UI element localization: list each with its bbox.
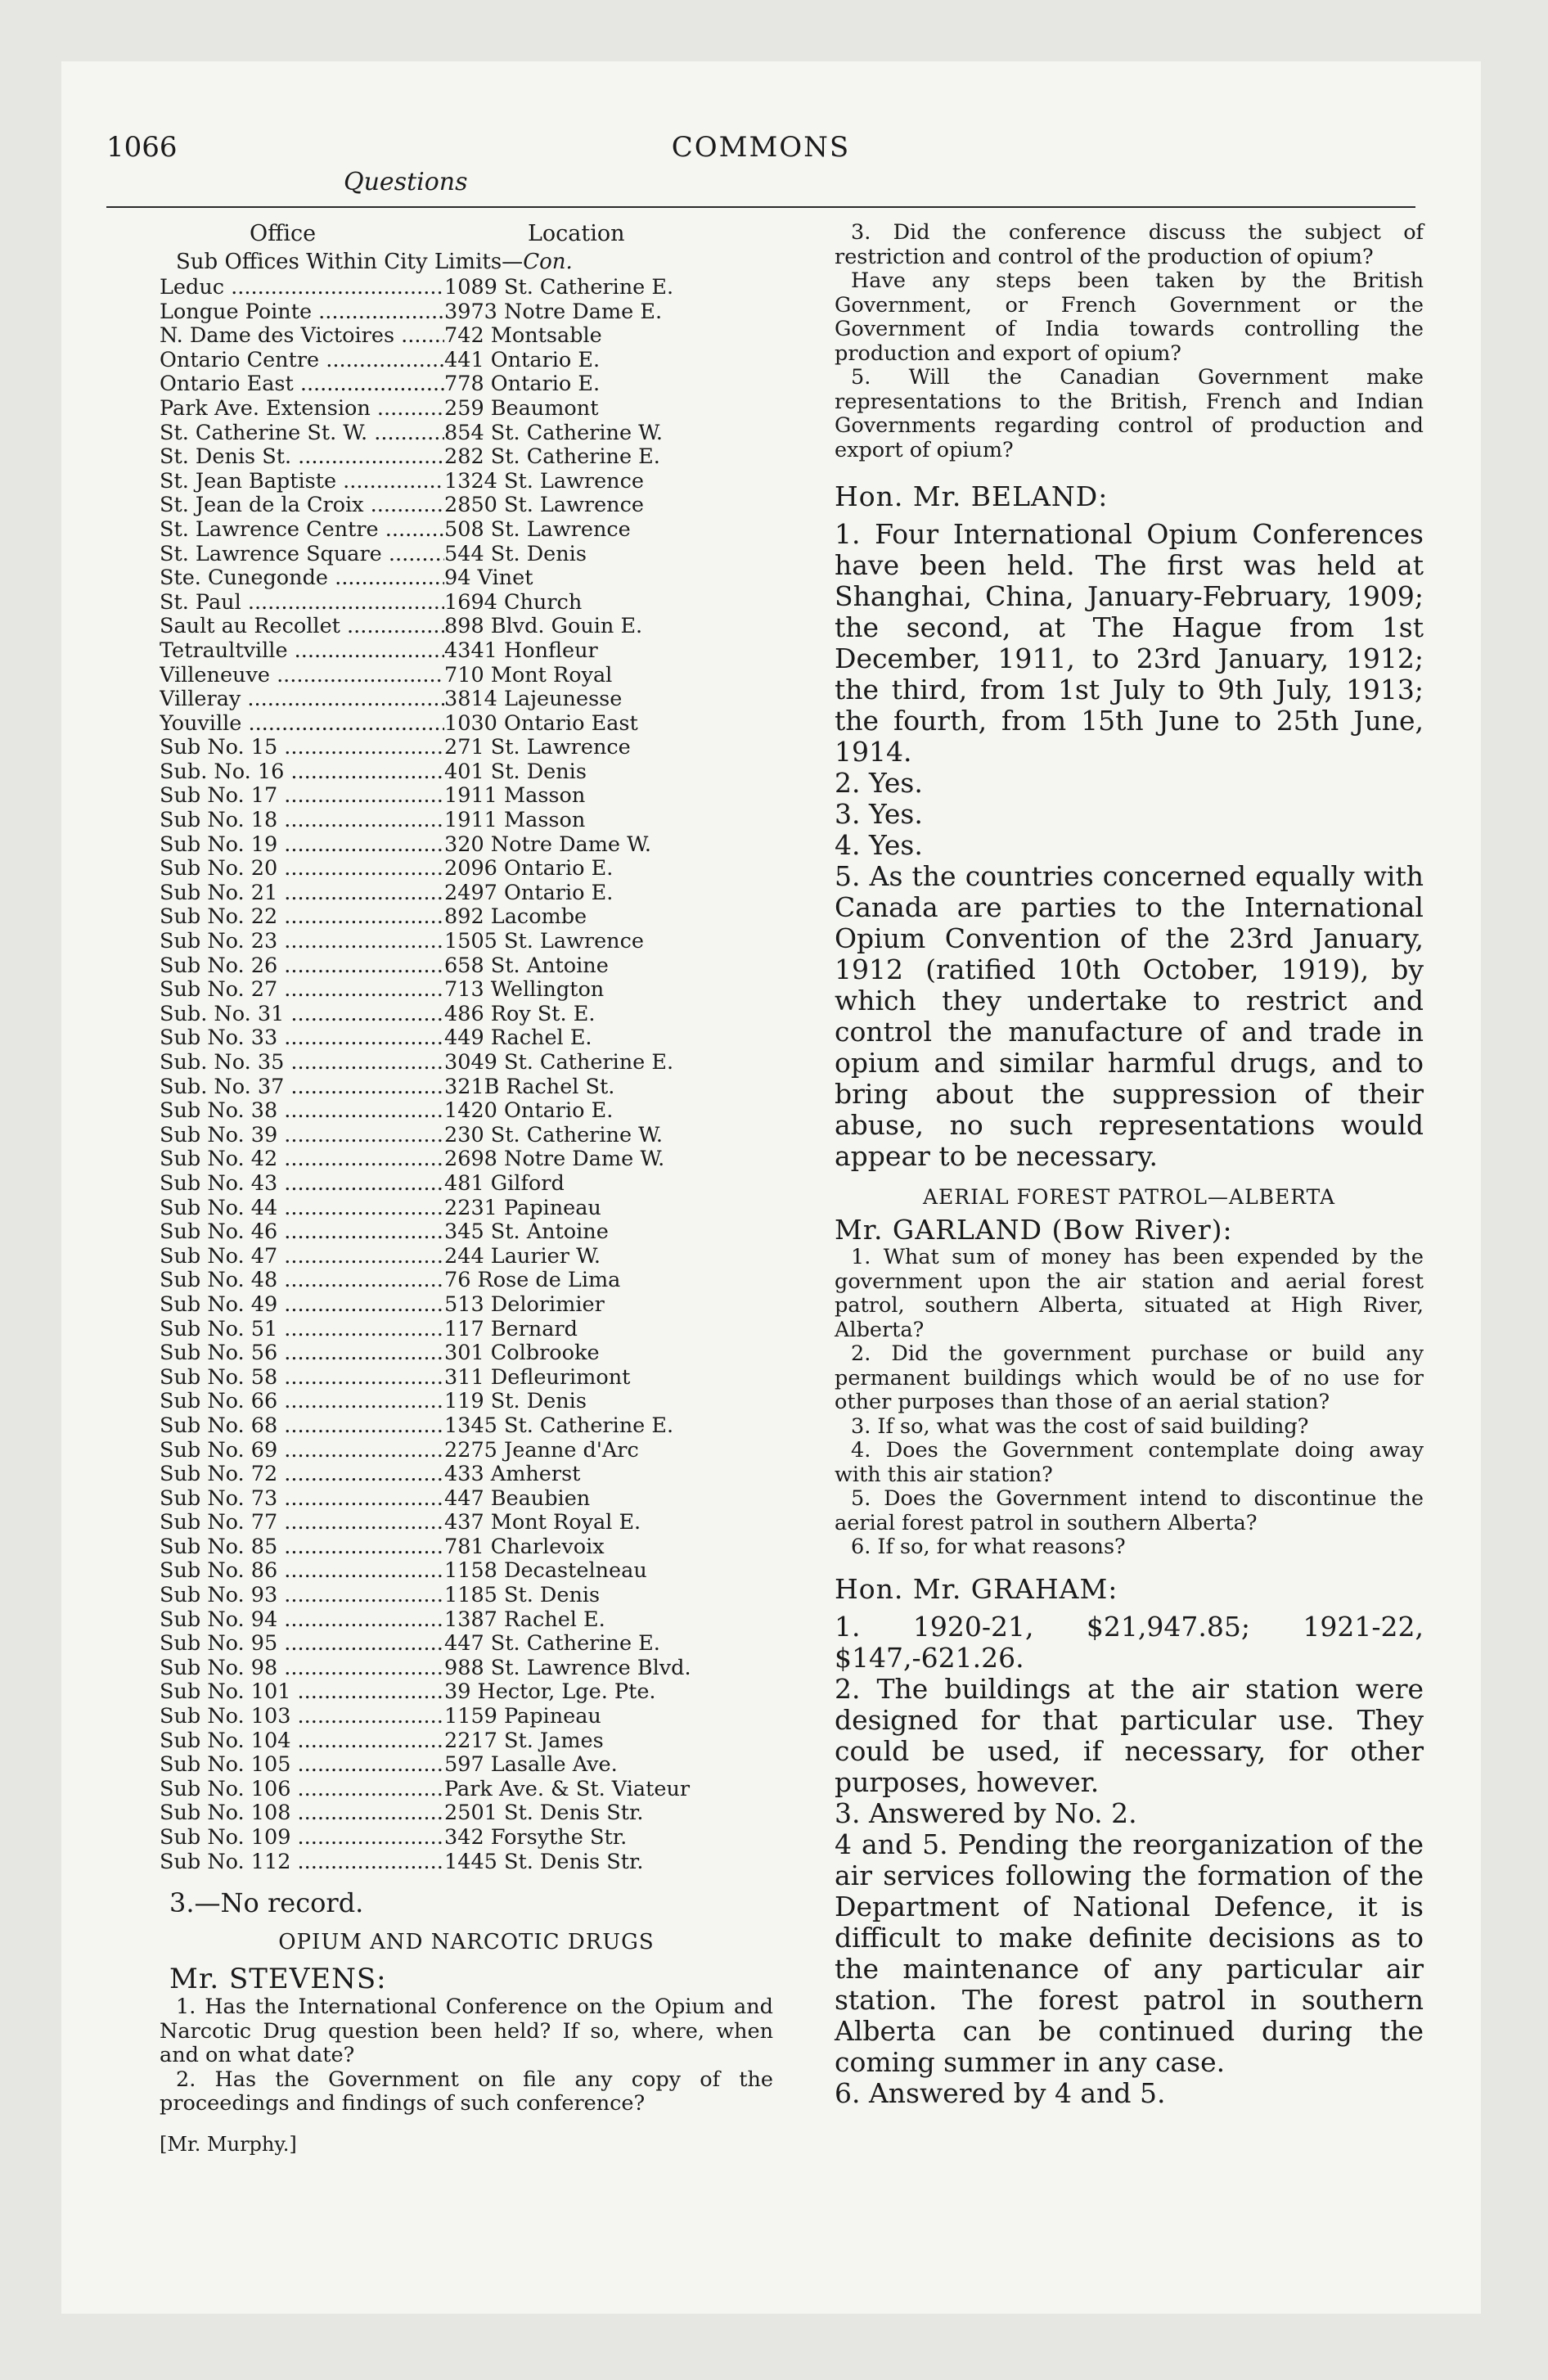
office-name: St. Lawrence Centre ..... [160, 518, 444, 543]
office-entry [160, 930, 773, 954]
office-name: Sub No. 104 ..... [160, 1729, 444, 1754]
office-name: Sub No. 22 ..... [160, 905, 444, 930]
office-name: Sub No. 17 ..... [160, 784, 444, 809]
office-entry [160, 1318, 773, 1342]
graham-answer-4-5: 4 and 5. Pending the reorganization of the air services following the formation of the Department of National Defence, it is difficult to make definite decisions as to the maintenance of any particular air station. The forest patrol in southern Alberta can be continued during the coming summer in any case. [835, 1828, 1424, 2078]
office-location: 1420 Ontario E. [444, 1098, 614, 1124]
office-name: Sub No. 108 ..... [160, 1801, 444, 1826]
office-entry [160, 809, 773, 833]
office-entry [160, 494, 773, 518]
office-name: Sub No. 43 ..... [160, 1172, 444, 1197]
office-entry [160, 1051, 773, 1075]
office-entry [160, 1245, 773, 1269]
garland-question-1: 1. What sum of money has been expended by the government upon the air station and aerial forest patrol, southern Alberta, situated at High River, Alberta? [835, 1245, 1424, 1342]
office-location: 2501 St. Denis Str. [444, 1801, 644, 1826]
office-entry [160, 1729, 773, 1754]
office-name: Ontario East ..... [160, 372, 444, 397]
office-location: 259 Beaumont [444, 395, 599, 421]
office-location: 39 Hector, Lge. Pte. [444, 1679, 656, 1705]
left-column [160, 221, 773, 2156]
office-name: Sub No. 46 ..... [160, 1220, 444, 1245]
office-location: 1185 St. Denis [444, 1583, 601, 1608]
office-name: Sub No. 48 ..... [160, 1269, 444, 1293]
answer-1: 1. Four International Opium Conferences have been held. The first was held at Shanghai, China, January-February, 1909; the second, at The Hague from 1st December, 1911, to 23rd January, 1912; the third, from 1st July to 9th July, 1913; the fourth, from 15th June to 25th June, 1914. [835, 518, 1424, 768]
office-location: 544 St. Denis [444, 541, 587, 566]
office-entry [160, 1099, 773, 1124]
office-location: 3049 St. Catherine E. [444, 1050, 674, 1075]
speaker-graham: Hon. Mr. GRAHAM: [835, 1572, 1118, 1605]
answer-no-record: 3.—No record. [169, 1887, 364, 1919]
office-name: Park Ave. Extension ..... [160, 397, 444, 421]
sub-offices-text: Sub Offices Within City Limits— [176, 250, 524, 274]
office-name: Sub No. 73 ..... [160, 1487, 444, 1512]
header-rule [106, 206, 1415, 208]
office-location: 1694 Church [444, 589, 583, 615]
office-location: 1158 Decastelneau [444, 1558, 647, 1584]
column-headings [160, 221, 773, 246]
right-column [835, 221, 1424, 2109]
speaker-beland: Hon. Mr. BELAND: [835, 480, 1109, 512]
office-location: 2231 Papineau [444, 1195, 601, 1220]
office-location: 2275 Jeanne d'Arc [444, 1437, 639, 1463]
office-entry [160, 1753, 773, 1778]
speaker-garland: Mr. GARLAND (Bow River): [835, 1214, 1233, 1246]
office-name: Leduc ..... [160, 276, 444, 300]
office-location: 1911 Masson [444, 783, 586, 809]
office-location: 441 Ontario E. [444, 347, 601, 372]
office-location: 4341 Honfleur [444, 638, 598, 663]
office-entry [160, 1293, 773, 1318]
office-location: 1159 Papineau [444, 1704, 601, 1729]
office-location: 230 St. Catherine W. [444, 1122, 664, 1147]
office-name: Sub No. 72 ..... [160, 1463, 444, 1487]
office-entry [160, 1147, 773, 1172]
office-name: Sub No. 33 ..... [160, 1026, 444, 1051]
answer-2: 2. Yes. [835, 767, 923, 799]
office-name: Sub No. 23 ..... [160, 930, 444, 954]
office-name: St. Lawrence Square ..... [160, 543, 444, 567]
office-name: Sub No. 19 ..... [160, 833, 444, 858]
question-5: 5. Will the Canadian Government make representations to the British, French and Indian Governments regarding control of production and export of opium? [835, 365, 1424, 462]
office-location: 2497 Ontario E. [444, 880, 614, 905]
office-entry [160, 324, 773, 349]
office-name: Sub No. 49 ..... [160, 1293, 444, 1318]
office-entry [160, 978, 773, 1003]
office-name: Youville ..... [160, 712, 444, 737]
office-location: 1030 Ontario East [444, 710, 638, 736]
office-name: Sub No. 69 ..... [160, 1439, 444, 1463]
office-entry [160, 784, 773, 809]
office-location: 1089 St. Catherine E. [444, 275, 674, 300]
office-location: 778 Ontario E. [444, 372, 601, 397]
office-entry [160, 1632, 773, 1657]
office-name: Sub No. 18 ..... [160, 809, 444, 833]
office-location: 282 St. Catherine E. [444, 444, 660, 470]
office-name: Sub No. 101 ..... [160, 1680, 444, 1705]
question-4: Have any steps been taken by the British Government, or French Government or the Government of India towards controlling the production and export of opium? [835, 268, 1424, 366]
office-location: 892 Lacombe [444, 904, 587, 930]
office-location: 3973 Notre Dame E. [444, 299, 663, 324]
office-entry [160, 1414, 773, 1439]
office-entry [160, 1487, 773, 1512]
office-location: 320 Notre Dame W. [444, 832, 651, 857]
office-entry [160, 1850, 773, 1875]
office-location: 508 St. Lawrence [444, 516, 631, 542]
answer-5: 5. As the countries concerned equally with Canada are parties to the International Opium Convention of the 23rd January, 1912 (ratified 10th October, 1919), by which they undertake to restrict and control the manufacture of and trade in opium and similar harmful drugs, and to bring about the suppression of their abuse, no such representations would appear to be necessary. [835, 860, 1424, 1172]
office-location: 781 Charlevoix [444, 1534, 605, 1559]
office-name: Ste. Cunegonde ..... [160, 566, 444, 591]
office-entry [160, 518, 773, 543]
office-name: Sub. No. 37 ..... [160, 1075, 444, 1100]
office-entry [160, 1778, 773, 1802]
office-name: Sub No. 44 ..... [160, 1197, 444, 1221]
garland-question-5: 5. Does the Government intend to discontinue the aerial forest patrol in southern Alberta? [835, 1486, 1424, 1535]
office-entry [160, 736, 773, 760]
office-entry [160, 687, 773, 712]
office-name: Sub No. 39 ..... [160, 1124, 444, 1148]
office-location: 2850 St. Lawrence [444, 493, 644, 518]
office-location: 898 Blvd. Gouin E. [444, 614, 643, 639]
office-entry [160, 1826, 773, 1850]
office-name: Villeray ..... [160, 687, 444, 712]
office-name: N. Dame des Victoires ..... [160, 324, 444, 349]
office-entry [160, 664, 773, 688]
office-location: 1445 St. Denis Str. [444, 1849, 644, 1874]
office-entry [160, 1366, 773, 1391]
office-name: Sub No. 21 ..... [160, 881, 444, 906]
office-location: 447 St. Catherine E. [444, 1631, 660, 1657]
office-heading: Office [250, 221, 317, 246]
garland-question-3: 3. If so, what was the cost of said building? [851, 1413, 1309, 1439]
answer-4: 4. Yes. [835, 829, 923, 861]
office-name: Sub. No. 31 ..... [160, 1003, 444, 1027]
office-entry [160, 1705, 773, 1729]
office-name: St. Catherine St. W. ..... [160, 421, 444, 446]
office-entry [160, 300, 773, 325]
office-entry [160, 372, 773, 397]
office-name: Sub No. 105 ..... [160, 1753, 444, 1778]
office-entry [160, 1511, 773, 1535]
office-location: 3814 Lajeunesse [444, 687, 623, 712]
office-name: Sub No. 47 ..... [160, 1245, 444, 1269]
office-list [160, 276, 773, 1874]
office-name: Sub No. 56 ..... [160, 1341, 444, 1366]
question-1: 1. Has the International Conference on the Opium and Narcotic Drug question been held? If so, where, when and on what date? [160, 1995, 773, 2068]
office-location: 988 St. Lawrence Blvd. [444, 1655, 691, 1680]
office-entry [160, 1003, 773, 1027]
attribution: [Mr. Murphy.] [160, 2132, 297, 2156]
office-name: St. Denis St. ..... [160, 445, 444, 470]
office-location: 1345 St. Catherine E. [444, 1413, 674, 1438]
office-entry [160, 566, 773, 591]
office-location: 271 St. Lawrence [444, 735, 631, 760]
office-entry [160, 421, 773, 446]
sub-offices-heading [176, 250, 773, 274]
office-name: Villeneuve ..... [160, 664, 444, 688]
office-entry [160, 276, 773, 300]
office-name: Sub No. 51 ..... [160, 1318, 444, 1342]
graham-answer-2: 2. The buildings at the air station were designed for that particular use. They could be used, if necessary, for other purposes, however. [835, 1672, 1424, 1798]
office-entry [160, 1463, 773, 1487]
office-entry [160, 1124, 773, 1148]
graham-answer-1: 1. 1920-21, $21,947.85; 1921-22, $147,-621.26. [835, 1610, 1424, 1674]
office-entry [160, 1680, 773, 1705]
garland-question-6: 6. If so, for what reasons? [851, 1535, 1126, 1559]
office-location: 1911 Masson [444, 808, 586, 833]
speaker-stevens: Mr. STEVENS: [169, 1963, 387, 1996]
question-2: 2. Has the Government on file any copy of the proceedings and findings of such conference? [160, 2067, 773, 2116]
section-label: Questions [344, 168, 468, 196]
office-entry [160, 591, 773, 615]
office-name: Sub No. 58 ..... [160, 1366, 444, 1391]
office-entry [160, 760, 773, 785]
office-location: 94 Vinet [444, 566, 533, 591]
location-heading: Location [528, 221, 625, 246]
office-location: 401 St. Denis [444, 759, 587, 784]
office-entry [160, 1172, 773, 1197]
office-name: Sub No. 94 ..... [160, 1608, 444, 1633]
office-location: 854 St. Catherine W. [444, 420, 664, 445]
office-entry [160, 1559, 773, 1584]
office-name: Sub No. 26 ..... [160, 954, 444, 979]
office-location: 447 Beaubien [444, 1485, 591, 1511]
office-name: Sub No. 38 ..... [160, 1099, 444, 1124]
office-entry [160, 833, 773, 858]
office-location: 658 St. Antoine [444, 953, 609, 978]
office-entry [160, 1657, 773, 1681]
office-name: Sub No. 112 ..... [160, 1850, 444, 1875]
office-name: Sub No. 93 ..... [160, 1584, 444, 1608]
graham-answer-6: 6. Answered by 4 and 5. [835, 2076, 1166, 2109]
office-location: 1387 Rachel E. [444, 1607, 605, 1632]
page-header [106, 123, 1415, 213]
office-entry [160, 543, 773, 567]
office-location: 345 St. Antoine [444, 1219, 609, 1245]
office-location: 2698 Notre Dame W. [444, 1147, 665, 1172]
office-name: Sub No. 15 ..... [160, 736, 444, 760]
office-name: Sub No. 109 ..... [160, 1826, 444, 1850]
office-location: 437 Mont Royal E. [444, 1510, 641, 1535]
office-entry [160, 1341, 773, 1366]
office-name: Sub. No. 35 ..... [160, 1051, 444, 1075]
office-entry [160, 1801, 773, 1826]
office-name: St. Paul ..... [160, 591, 444, 615]
office-location: 1324 St. Lawrence [444, 468, 644, 494]
question-3: 3. Did the conference discuss the subject of restriction and control of the production of opium? [835, 220, 1424, 269]
page-title: COMMONS [671, 131, 851, 164]
office-entry [160, 349, 773, 373]
office-entry [160, 954, 773, 979]
office-entry [160, 712, 773, 737]
office-name: Tetraultville ..... [160, 639, 444, 664]
office-name: Sub No. 42 ..... [160, 1147, 444, 1172]
office-location: 449 Rachel E. [444, 1025, 592, 1051]
office-location: Park Ave. & St. Viateur [444, 1776, 691, 1801]
office-name: Sub No. 66 ..... [160, 1390, 444, 1414]
office-entry [160, 905, 773, 930]
office-location: 486 Roy St. E. [444, 1001, 596, 1026]
office-name: Sub No. 68 ..... [160, 1414, 444, 1439]
office-name: Sub. No. 16 ..... [160, 760, 444, 785]
office-location: 433 Amherst [444, 1462, 581, 1487]
office-entry [160, 397, 773, 421]
office-location: 481 Gilford [444, 1170, 565, 1196]
office-entry [160, 639, 773, 664]
office-name: Sub No. 86 ..... [160, 1559, 444, 1584]
office-location: 117 Bernard [444, 1316, 578, 1341]
office-name: Longue Pointe ..... [160, 300, 444, 325]
office-name: Sub No. 103 ..... [160, 1705, 444, 1729]
office-name: Sub No. 77 ..... [160, 1511, 444, 1535]
office-location: 2217 St. James [444, 1728, 604, 1753]
office-location: 713 Wellington [444, 977, 605, 1003]
office-location: 710 Mont Royal [444, 662, 613, 687]
office-name: Ontario Centre ..... [160, 349, 444, 373]
garland-question-2: 2. Did the government purchase or build any permanent buildings which would be of no use for other purposes than those of an aerial station? [835, 1341, 1424, 1414]
office-location: 597 Lasalle Ave. [444, 1752, 618, 1778]
office-entry [160, 881, 773, 906]
office-entry [160, 1608, 773, 1633]
office-name: Sault au Recollet ..... [160, 615, 444, 639]
page-number: 1066 [106, 131, 178, 164]
office-entry [160, 1390, 773, 1414]
office-entry [160, 1075, 773, 1100]
office-name: Sub No. 106 ..... [160, 1778, 444, 1802]
office-name: Sub No. 20 ..... [160, 857, 444, 881]
office-entry [160, 470, 773, 494]
graham-answer-3: 3. Answered by No. 2. [835, 1796, 1137, 1829]
office-entry [160, 1535, 773, 1560]
office-location: 244 Laurier W. [444, 1243, 601, 1269]
office-location: 76 Rose de Lima [444, 1268, 621, 1293]
office-entry [160, 615, 773, 639]
office-entry [160, 1026, 773, 1051]
office-name: Sub No. 27 ..... [160, 978, 444, 1003]
office-entry [160, 1197, 773, 1221]
office-location: 742 Montsable [444, 323, 602, 349]
answer-3: 3. Yes. [835, 798, 923, 830]
garland-question-4: 4. Does the Government contemplate doing away with this air station? [835, 1438, 1424, 1487]
office-location: 513 Delorimier [444, 1291, 605, 1317]
office-name: Sub No. 98 ..... [160, 1657, 444, 1681]
office-name: St. Jean de la Croix ..... [160, 494, 444, 518]
continued-mark: Con. [523, 250, 573, 274]
office-location: 2096 Ontario E. [444, 856, 614, 881]
office-location: 119 St. Denis [444, 1389, 587, 1414]
office-location: 321B Rachel St. [444, 1074, 615, 1099]
office-entry [160, 1269, 773, 1293]
office-entry [160, 1584, 773, 1608]
office-location: 1505 St. Lawrence [444, 929, 644, 954]
office-location: 301 Colbrooke [444, 1341, 600, 1366]
office-entry [160, 1220, 773, 1245]
office-location: 342 Forsythe Str. [444, 1825, 628, 1850]
office-entry [160, 1439, 773, 1463]
office-name: Sub No. 85 ..... [160, 1535, 444, 1560]
office-entry [160, 857, 773, 881]
office-name: Sub No. 95 ..... [160, 1632, 444, 1657]
opium-heading: OPIUM AND NARCOTIC DRUGS [278, 1930, 655, 1955]
office-location: 311 Defleurimont [444, 1364, 631, 1390]
office-entry [160, 445, 773, 470]
office-name: St. Jean Baptiste ..... [160, 470, 444, 494]
aerial-heading: AERIAL FOREST PATROL—ALBERTA [922, 1185, 1336, 1209]
